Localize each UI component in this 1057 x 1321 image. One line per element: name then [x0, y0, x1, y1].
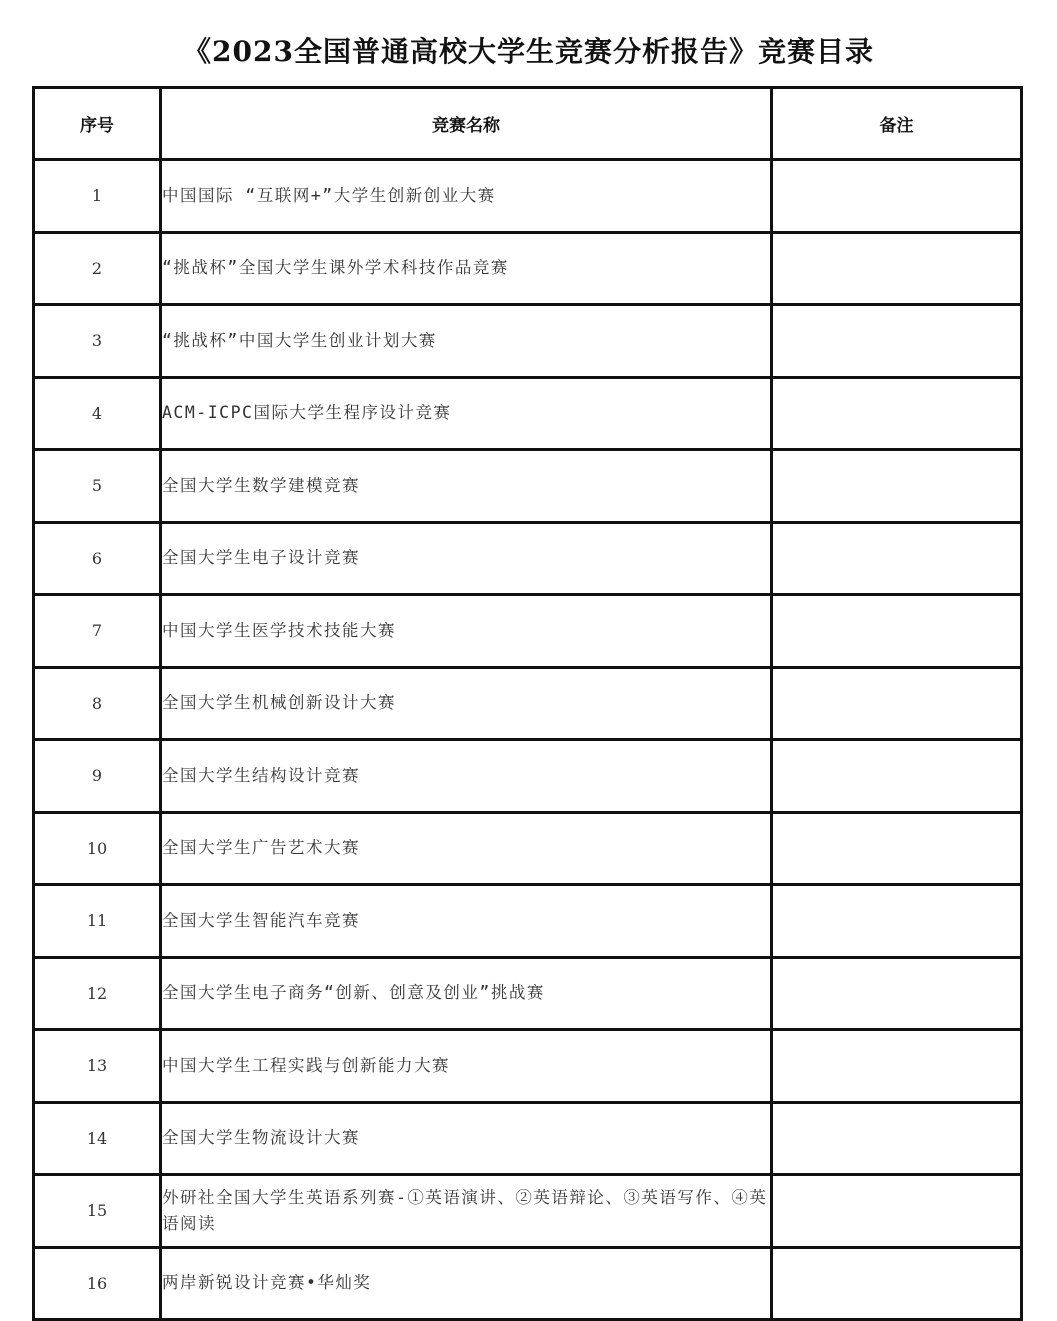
row-note [772, 957, 1022, 1030]
row-note [772, 305, 1022, 378]
competition-name: “挑战杯”全国大学生课外学术科技作品竞赛 [161, 232, 772, 305]
table-row [34, 1102, 1022, 1175]
table-row [34, 160, 1022, 233]
table-row [34, 1175, 1022, 1248]
row-note [772, 1102, 1022, 1175]
competition-name: 全国大学生电子设计竞赛 [161, 522, 772, 595]
competition-name: 全国大学生机械创新设计大赛 [161, 667, 772, 740]
competition-name: 全国大学生电子商务“创新、创意及创业”挑战赛 [161, 957, 772, 1030]
row-number: 1 [34, 160, 161, 233]
competition-name: 全国大学生数学建模竞赛 [161, 450, 772, 523]
table-row [34, 1247, 1022, 1320]
row-note [772, 1030, 1022, 1103]
competition-name: 中国大学生工程实践与创新能力大赛 [161, 1030, 772, 1103]
row-note [772, 160, 1022, 233]
row-note [772, 522, 1022, 595]
competition-name: 全国大学生物流设计大赛 [161, 1102, 772, 1175]
competition-name: ACM-ICPC国际大学生程序设计竞赛 [161, 377, 772, 450]
row-note [772, 1175, 1022, 1248]
row-note [772, 667, 1022, 740]
competition-name: 中国国际 “互联网+”大学生创新创业大赛 [161, 160, 772, 233]
table-row [34, 377, 1022, 450]
table-row [34, 885, 1022, 958]
competition-name: 外研社全国大学生英语系列赛-①英语演讲、②英语辩论、③英语写作、④英语阅读 [161, 1175, 772, 1248]
row-number: 3 [34, 305, 161, 378]
table-header-row [34, 88, 1022, 160]
row-number: 4 [34, 377, 161, 450]
page-title: 《2023全国普通高校大学生竞赛分析报告》竞赛目录 [183, 35, 874, 68]
row-note [772, 232, 1022, 305]
table-row [34, 522, 1022, 595]
column-header-note: 备注 [772, 88, 1022, 160]
row-number: 11 [34, 885, 161, 958]
row-number: 9 [34, 740, 161, 813]
row-note [772, 1247, 1022, 1320]
competition-table [32, 86, 1023, 1321]
row-note [772, 812, 1022, 885]
table-row [34, 812, 1022, 885]
row-note [772, 885, 1022, 958]
row-number: 13 [34, 1030, 161, 1103]
competition-name: 两岸新锐设计竞赛•华灿奖 [161, 1247, 772, 1320]
competition-name: “挑战杯”中国大学生创业计划大赛 [161, 305, 772, 378]
competition-name: 全国大学生智能汽车竞赛 [161, 885, 772, 958]
table-row [34, 450, 1022, 523]
competition-name: 全国大学生结构设计竞赛 [161, 740, 772, 813]
row-number: 5 [34, 450, 161, 523]
column-header-no: 序号 [34, 88, 161, 160]
table-row [34, 667, 1022, 740]
row-note [772, 377, 1022, 450]
column-header-name: 竞赛名称 [161, 88, 772, 160]
row-number: 6 [34, 522, 161, 595]
row-note [772, 740, 1022, 813]
table-row [34, 595, 1022, 668]
row-note [772, 450, 1022, 523]
competition-name: 中国大学生医学技术技能大赛 [161, 595, 772, 668]
row-number: 2 [34, 232, 161, 305]
row-number: 7 [34, 595, 161, 668]
row-number: 12 [34, 957, 161, 1030]
table-row [34, 232, 1022, 305]
competition-name: 全国大学生广告艺术大赛 [161, 812, 772, 885]
row-number: 8 [34, 667, 161, 740]
table-row [34, 1030, 1022, 1103]
table-row [34, 305, 1022, 378]
row-number: 15 [34, 1175, 161, 1248]
row-number: 10 [34, 812, 161, 885]
row-note [772, 595, 1022, 668]
table-row [34, 740, 1022, 813]
row-number: 14 [34, 1102, 161, 1175]
row-number: 16 [34, 1247, 161, 1320]
table-row [34, 957, 1022, 1030]
